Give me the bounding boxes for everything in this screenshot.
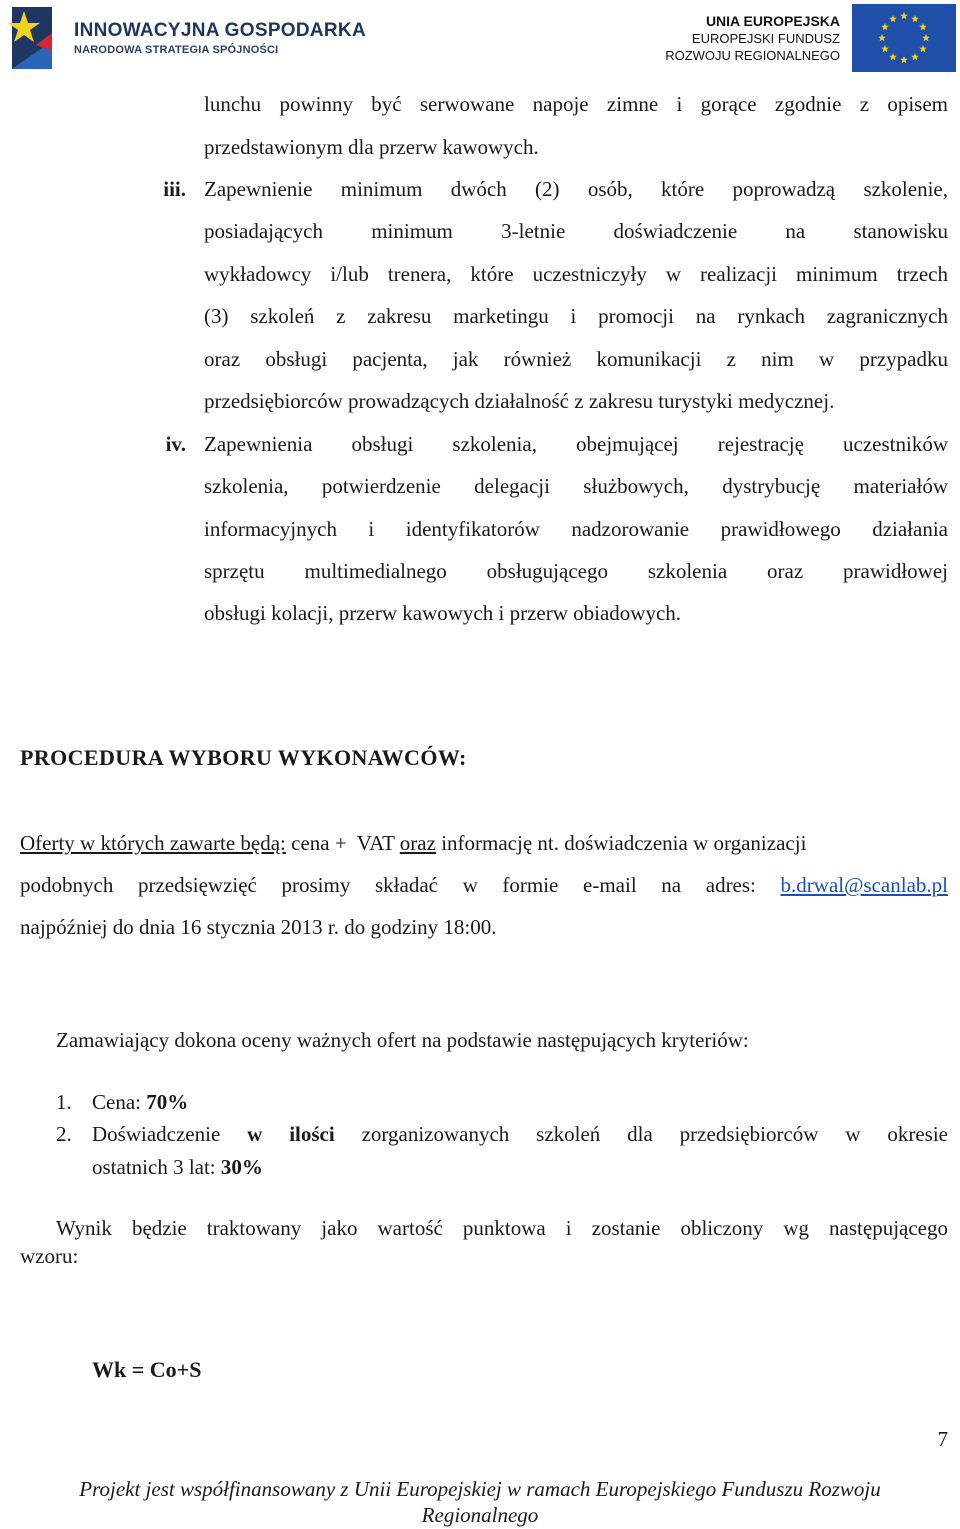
item-label: ostatnich 3 lat:	[92, 1155, 221, 1179]
formula-intro-cont: wzoru:	[20, 1244, 79, 1268]
item-number: 1.	[56, 1090, 72, 1114]
criteria-item-2	[92, 1121, 948, 1147]
item-bold-text: w ilości	[247, 1122, 335, 1146]
item-text: zorganizowanych szkoleń dla przedsiębiorców w okresie	[361, 1122, 948, 1146]
item-value: 30%	[220, 1155, 263, 1179]
text-line: przedsiębiorców prowadzących działalność z zakresu turystyki medycznej.	[204, 389, 835, 413]
header-right-logo	[665, 4, 956, 72]
header-left-logo	[6, 4, 366, 72]
underlined-text: oraz	[399, 831, 436, 855]
formula-equation: Wk = Co+S	[92, 1357, 202, 1382]
eu-line-3: ROZWOJU REGIONALNEGO	[665, 48, 840, 63]
footer-line-2: Regionalnego	[421, 1503, 539, 1527]
text-line: przedstawionym dla przerw kawowych.	[204, 135, 539, 159]
footer-line-1: Projekt jest współfinansowany z Unii Europejskiej w ramach Europejskiego Funduszu Rozwoju	[79, 1477, 881, 1501]
underlined-text: Oferty w których zawarte będą:	[20, 831, 286, 855]
eu-flag-icon	[852, 4, 956, 72]
item-value: 70%	[146, 1090, 189, 1114]
item-text: Doświadczenie	[92, 1122, 248, 1146]
criteria-item-2-cont	[92, 1154, 263, 1180]
logo-title: INNOWACYJNA GOSPODARKA	[74, 20, 366, 41]
text-line: lunchu powinny być serwowane napoje zimne i gorące zgodnie z opisem	[204, 92, 948, 116]
inline-text: cena + VAT	[285, 831, 400, 855]
procedure-line-3: najpóźniej do dnia 16 stycznia 2013 r. do godziny 18:00.	[20, 915, 497, 939]
text-line: informacyjnych i identyfikatorów nadzorowanie prawidłowego działania	[204, 517, 948, 541]
text-line: (3) szkoleń z zakresu marketingu i promocji na rynkach zagranicznych	[204, 304, 948, 328]
text-line: posiadających minimum 3-letnie doświadczenie na stanowisku	[204, 219, 948, 243]
procedure-line-1	[20, 830, 948, 856]
text-line: Zapewnienia obsługi szkolenia, obejmującej rejestrację uczestników	[204, 432, 948, 456]
email-link[interactable]: b.drwal@scanlab.pl	[780, 873, 948, 897]
text-line: sprzętu multimedialnego obsługującego szkolenia oraz prawidłowej	[204, 559, 948, 583]
innowacyjna-gospodarka-logo-icon	[6, 5, 56, 71]
criteria-item-2-number: 2.	[56, 1122, 72, 1146]
formula-intro: Wynik będzie traktowany jako wartość punktowa i zostanie obliczony wg następującego	[56, 1216, 948, 1240]
criteria-item-1	[56, 1089, 188, 1115]
text-line: Zapewnienie minimum dwóch (2) osób, które poprowadzą szkolenie,	[204, 177, 948, 201]
list-marker-iii: iii.	[163, 177, 186, 201]
text-line: obsługi kolacji, przerw kawowych i przerw obiadowych.	[204, 601, 682, 625]
inline-text: informację nt. doświadczenia w organizacji	[435, 831, 807, 855]
item-label: Cena:	[92, 1090, 147, 1114]
page-number: 7	[937, 1427, 948, 1451]
criteria-intro: Zamawiający dokona oceny ważnych ofert na podstawie następujących kryteriów:	[56, 1028, 749, 1052]
text-line: szkolenia, potwierdzenie delegacji służbowych, dystrybucję materiałów	[204, 474, 948, 498]
footer	[0, 1476, 960, 1528]
text-line: oraz obsługi pacjenta, jak również komunikacji z nim w przypadku	[204, 347, 948, 371]
section-heading: PROCEDURA WYBORU WYKONAWCÓW:	[20, 745, 467, 770]
text-line: wykładowcy i/lub trenera, które uczestniczyły w realizacji minimum trzech	[204, 262, 948, 286]
logo-subtitle: NARODOWA STRATEGIA SPÓJNOŚCI	[74, 44, 279, 56]
inline-text: podobnych przedsięwzięć prosimy składać w formie e-mail na adres:	[20, 873, 781, 897]
list-marker-iv: iv.	[165, 432, 186, 456]
procedure-line-2	[20, 872, 948, 898]
eu-line-1: UNIA EUROPEJSKA	[705, 13, 840, 29]
eu-line-2: EUROPEJSKI FUNDUSZ	[691, 31, 840, 46]
